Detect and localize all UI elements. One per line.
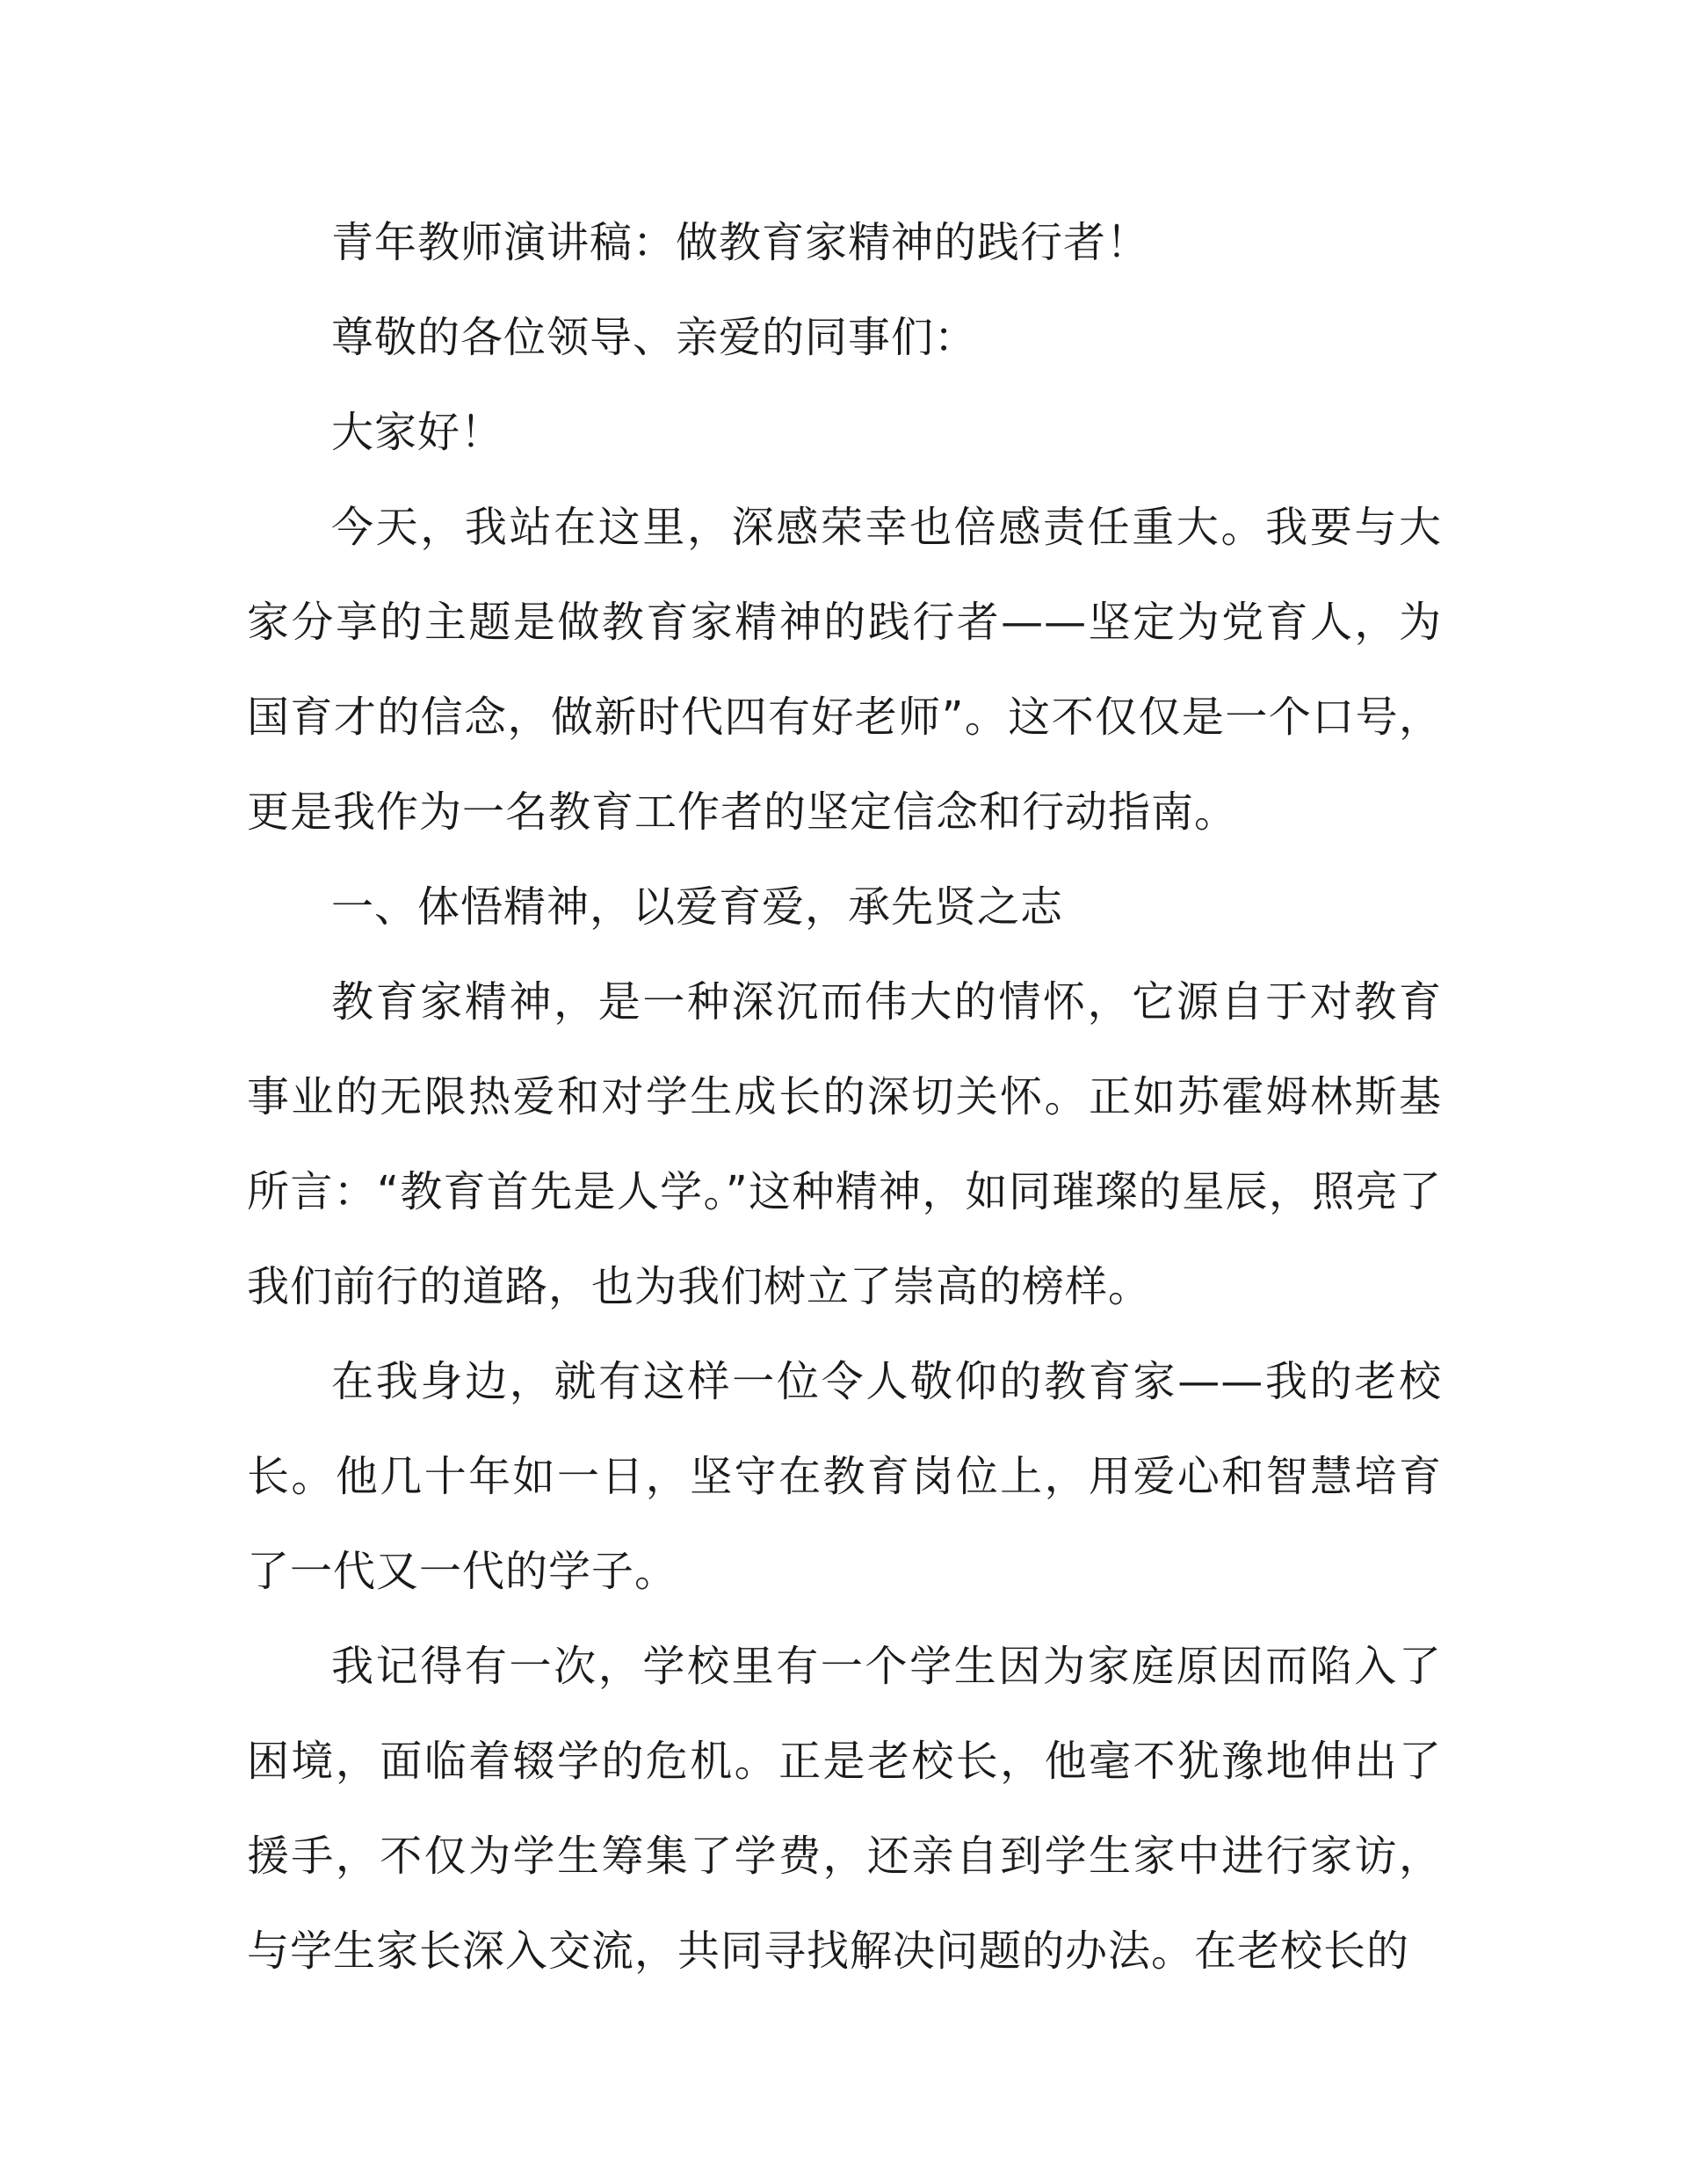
paragraph-principal: 在我身边，就有这样一位令人敬仰的教育家——我的老校长。他几十年如一日，坚守在教育岗位上，用爱心和智慧培育了一代又一代的学子。 <box>247 1357 1442 1596</box>
document-body <box>247 195 1442 1999</box>
paragraph-story: 我记得有一次，学校里有一个学生因为家庭原因而陷入了困境，面临着辍学的危机。正是老校长，他毫不犹豫地伸出了援手，不仅为学生筹集了学费，还亲自到学生家中进行家访，与学生家长深入交流，共同寻找解决问题的办法。在老校长的 <box>247 1642 1442 1976</box>
section-heading-1: 一、体悟精神，以爱育爱，承先贤之志 <box>331 882 1064 932</box>
paragraph-intro: 今天，我站在这里，深感荣幸也倍感责任重大。我要与大家分享的主题是做教育家精神的践行者——坚定为党育人，为国育才的信念，做新时代四有好老师”。这不仅仅是一个口号，更是我作为一名教育工作者的坚定信念和行动指南。 <box>247 503 1442 837</box>
paragraph-spirit: 教育家精神，是一种深沉而伟大的情怀，它源自于对教育事业的无限热爱和对学生成长的深切关怀。正如苏霍姆林斯基所言：“教育首先是人学。”这种精神，如同璀璨的星辰，照亮了我们前行的道路，也为我们树立了崇高的榜样。 <box>247 977 1442 1311</box>
document-title: 青年教师演讲稿：做教育家精神的践行者！ <box>331 218 1150 267</box>
salutation: 尊敬的各位领导、亲爱的同事们： <box>331 313 978 362</box>
greeting: 大家好！ <box>331 408 504 457</box>
